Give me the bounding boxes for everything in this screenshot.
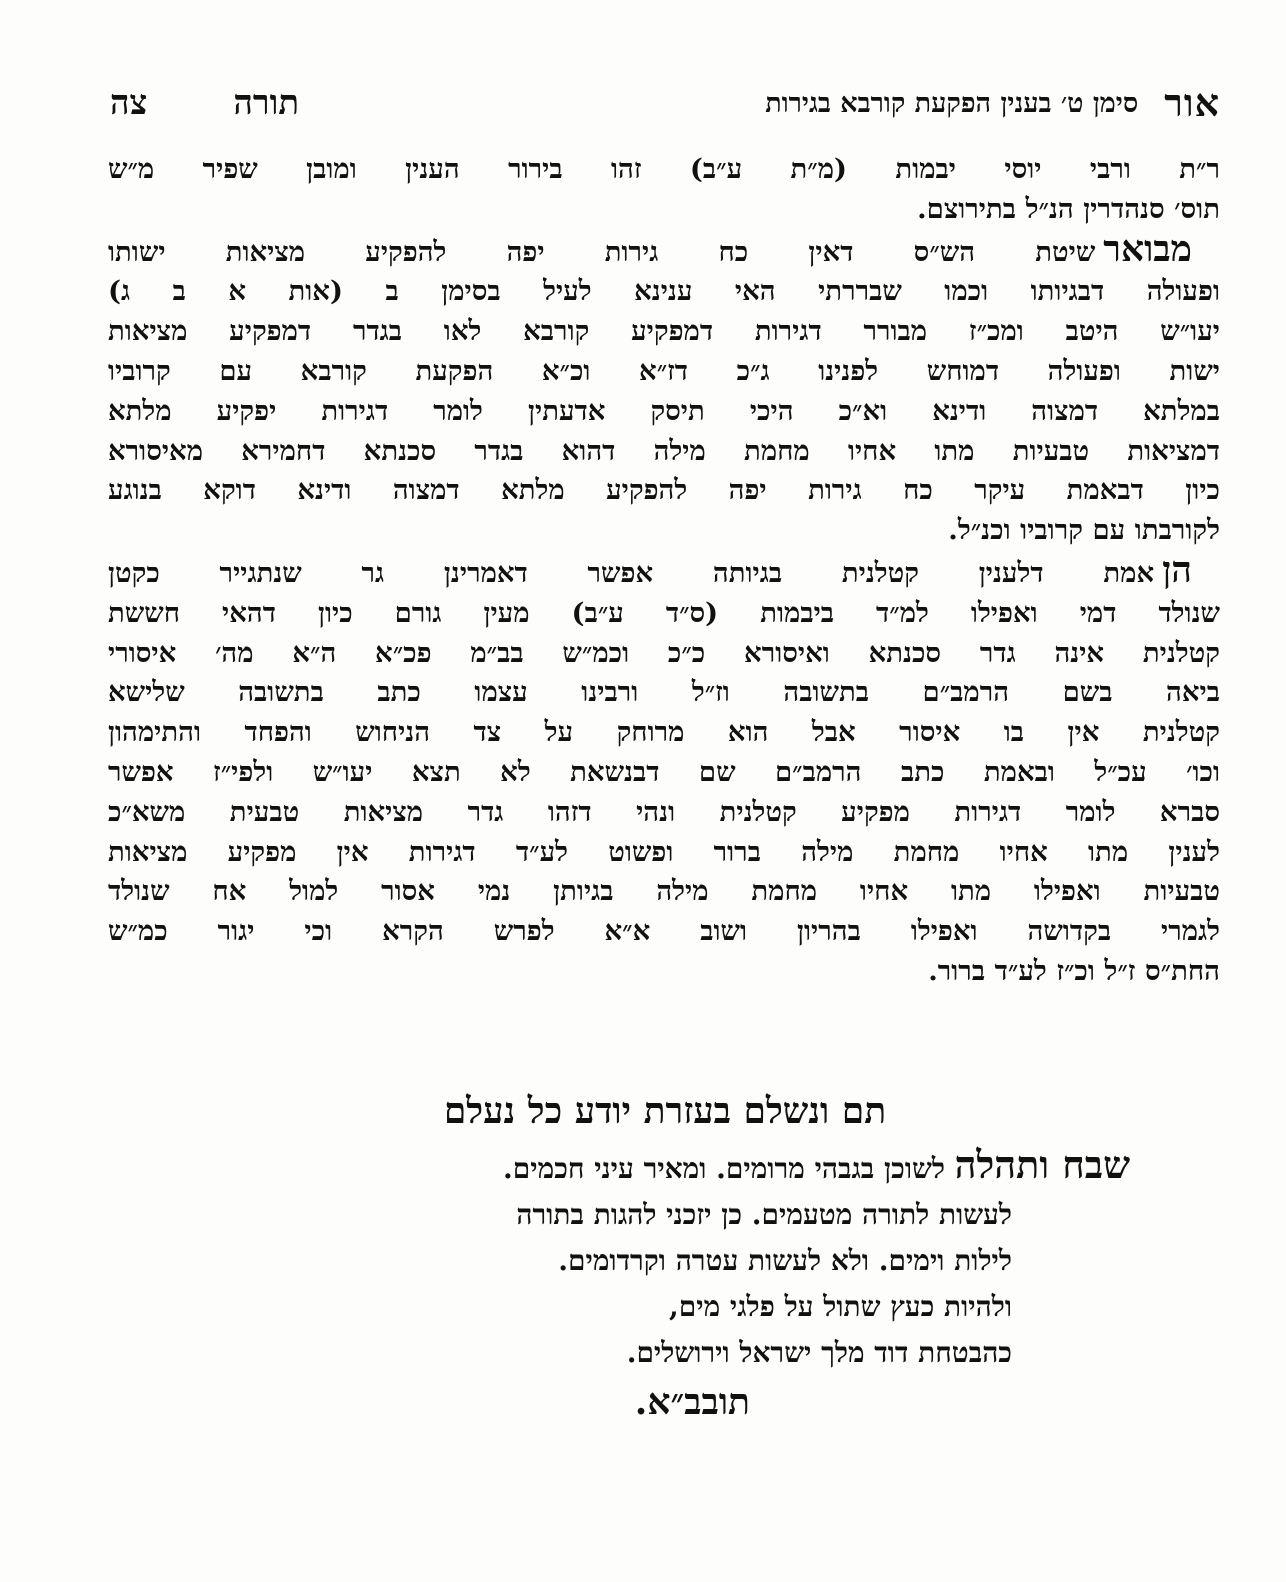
lead-word: הן — [1162, 550, 1192, 591]
colophon-line: שבח ותהלה לשוכן בגבהי מרומים. ומאיר עיני חכמים. — [503, 1142, 1130, 1187]
header-word-torah: תורה — [233, 83, 300, 123]
text-line: ישות ופעולה דמוחש לפנינו ג״כ דז״א וכ״א הפקעת קורבא עם קרוביו — [108, 354, 1220, 387]
lead-word: מבואר — [1103, 229, 1192, 270]
colophon-line: לילות וימים. ולא לעשות עטרה וקרדומים. — [558, 1244, 1012, 1277]
text-line: ר״ת ורבי יוסי יבמות (מ״ת ע״ב) זהו בירור הענין ומובן שפיר מ״ש — [108, 153, 1220, 185]
header-right-group — [765, 80, 1220, 126]
text-line: מבוארשיטת הש״ס דאין כח גירות יפה להפקיע מציאות ישותו — [108, 229, 1192, 270]
text-line: החת״ס ז״ל וכ״ז לע״ד ברור. — [928, 954, 1220, 987]
colophon-line: ולהיות כעץ שתול על פלגי מים, — [669, 1290, 1012, 1323]
text-line: ביאה בשם הרמב״ם בתשובה וז״ל ורבינו עצמו כתב בתשובה שלישא — [108, 676, 1220, 709]
text-line: וכו׳ עכ״ל ובאמת כתב הרמב״ם שם דבנשאת לא תצא יעו״ש ולפי״ז אפשר — [108, 755, 1220, 788]
paragraph-hen — [108, 551, 1220, 992]
header-subject: סימן ט׳ בענין הפקעת קורבא בגירות — [765, 87, 1139, 119]
colophon-line: לעשות לתורה מטעמים. כן יזכני להגות בתורה — [516, 1198, 1012, 1231]
colophon — [200, 1086, 1130, 1428]
header-word-or: אור — [1164, 80, 1220, 125]
text-line: קטלנית אינה גדר סכנתא ואיסורא כ״כ וכמ״ש בב״מ פכ״א ה״א מה׳ איסורי — [108, 636, 1220, 669]
paragraph-continuation — [108, 150, 1220, 230]
paragraph-mevuar — [108, 230, 1220, 551]
text-line: תוס׳ סנהדרין הנ״ל בתירוצם. — [917, 192, 1220, 225]
text-line: דמציאות טבעיות מתו אחיו מחמת מילה דהוא בגדר סכנתא דחמירא מאיסורא — [108, 434, 1220, 467]
text-line: כיון דבאמת עיקר כח גירות יפה להפקיע מלתא דמצוה ודינא דוקא בנוגע — [108, 474, 1220, 507]
running-header — [110, 78, 1220, 128]
colophon-title: תם ונשלם בעזרת יודע כל נעלם — [443, 1090, 887, 1132]
text-line: סברא לומר דגירות מפקיע קטלנית ונהי דזהו גדר מציאות טבעית משא״כ — [108, 795, 1220, 828]
text-line: יעו״ש היטב ומכ״ז מבורר דגירות דמפקיע קורבא לאו בגדר דמפקיע מציאות — [108, 315, 1220, 348]
colophon-line: כהבטחת דוד מלך ישראל וירושלים. — [626, 1336, 1012, 1369]
text-line: שנולד דמי ואפילו למ״ד ביבמות (ס״ד ע״ב) מעין גורם כיון דהאי חששת — [108, 596, 1220, 629]
text-line: במלתא דמצוה ודינא וא״כ היכי תיסק אדעתין לומר דגירות יפקיע מלתא — [108, 394, 1220, 427]
text-line: הןאמת דלענין קטלנית בגיותה אפשר דאמרינן גר שנתגייר כקטן — [108, 550, 1192, 591]
text-line: לגמרי בקדושה ואפילו בהריון ושוב א״א לפרש הקרא וכי יגור כמ״ש — [108, 915, 1220, 948]
colophon-lead-word: שבח ותהלה — [954, 1142, 1130, 1187]
text-line: ופעולה דבגיותו וכמו שבררתי האי ענינא לעיל בסימן ב (אות א ב ג) — [108, 275, 1220, 308]
text-line: טבעיות ואפילו מתו אחיו מחמת מילה בגיותן נמי אסור למול אח שנולד — [108, 875, 1220, 908]
colophon-signature: תובב״א. — [634, 1381, 750, 1423]
text-line: קטלנית אין בו איסור אבל הוא מרוחק על צד הניחוש והפחד והתימהון — [108, 716, 1220, 749]
text-line: לקורבתו עם קרוביו וכנ״ל. — [948, 514, 1220, 547]
header-left-group — [110, 83, 325, 123]
page-number: צה — [110, 83, 148, 123]
text-line: לענין מתו אחיו מחמת מילה ברור ופשוט לע״ד דגירות אין מפקיע מציאות — [108, 835, 1220, 868]
body-text — [108, 150, 1220, 992]
